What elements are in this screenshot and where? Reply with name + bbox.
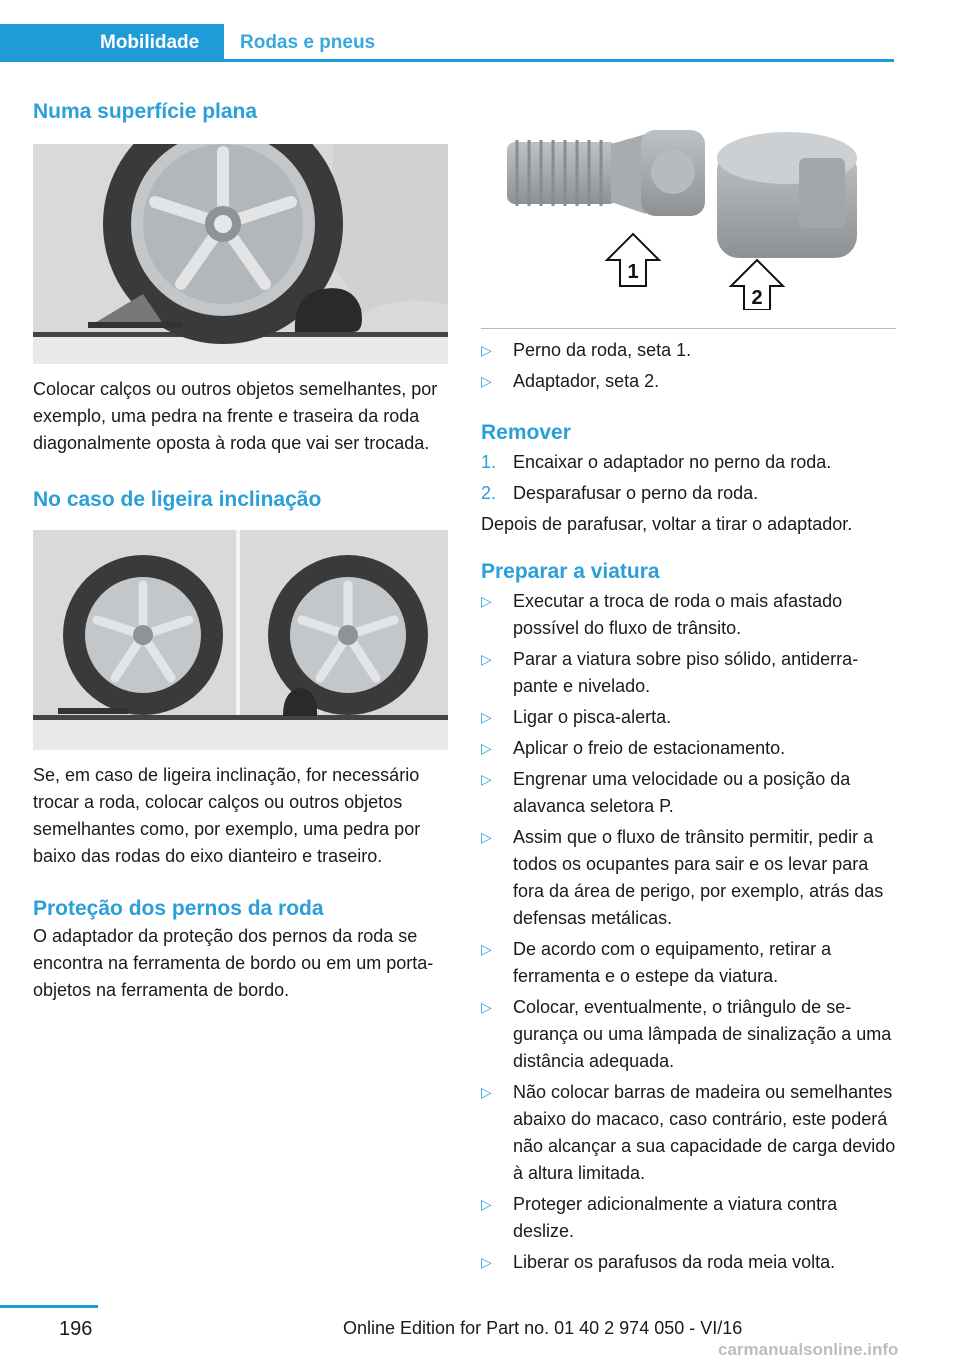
triangle-bullet-icon: ▷ [481,999,492,1015]
header-rule [224,59,894,62]
arrow-label-2: 2 [751,287,763,309]
list-item: ▷ Ligar o pisca-alerta. [481,704,896,731]
triangle-bullet-icon: ▷ [481,342,492,358]
footer-rule [0,1305,98,1308]
arrow-label-1: 1 [627,261,639,283]
figure-bolt-adapter [481,128,896,310]
remove-steps [481,449,896,507]
list-item: ▷ De acordo com o equipamento, retirar a ferramenta e o estepe da viatura. [481,936,896,990]
wheel-flat-illustration [33,144,448,364]
list-item: ▷ Assim que o fluxo de trânsito permitir, pedir a todos os ocupantes para sair e os levar para fora da área de perigo, por exemplo, atrás das defensas metálicas. [481,824,896,932]
page-number: 196 [59,1318,93,1340]
list-item: ▷ Colocar, eventualmente, o triângulo de segurança ou uma lâmpada de sinalização a uma distância adequada. [481,994,896,1075]
text-flat-surface: Colocar calços ou outros objetos semelhantes, por exemplo, uma pedra na frente e traseira da roda diagonalmente oposta à roda que vai ser trocada. [33,379,438,453]
list-item: ▷ Aplicar o freio de estacionamento. [481,735,896,762]
list-item: ▷ Executar a troca de roda o mais afastado possível do fluxo de trânsito. [481,588,896,642]
list-item: ▷ Não colocar barras de madeira ou semelhantes abaixo do macaco, caso contrário, este poderá não alcançar a sua capacidade de carga devido à altura limitada. [481,1079,896,1187]
triangle-bullet-icon: ▷ [481,1196,492,1212]
triangle-bullet-icon: ▷ [481,740,492,756]
triangle-bullet-icon: ▷ [481,1084,492,1100]
bolt-adapter-illustration [481,128,896,310]
text-lug-nut-protection: O adaptador da proteção dos pernos da roda se encontra na ferramenta de bordo ou em um porta-objetos na ferramenta de bordo. [33,926,434,1000]
triangle-bullet-icon: ▷ [481,941,492,957]
triangle-bullet-icon: ▷ [481,771,492,787]
heading-prepare-vehicle: Preparar a viatura [481,560,660,583]
text-after-tightening: Depois de parafusar, voltar a tirar o adaptador. [481,514,853,534]
header-tabs [0,24,894,62]
list-item: 2. Desparafusar o perno da roda. [481,483,759,503]
list-item: ▷ Engrenar uma velocidade ou a posição da alavanca seletora P. [481,766,896,820]
tab-mobilidade[interactable]: Mobilidade [0,24,224,62]
triangle-bullet-icon: ▷ [481,373,492,389]
triangle-bullet-icon: ▷ [481,1254,492,1270]
list-item: 1. Encaixar o adaptador no perno da roda. [481,452,832,472]
edition-text: Online Edition for Part no. 01 40 2 974 050 - VI/16 [343,1318,743,1338]
triangle-bullet-icon: ▷ [481,651,492,667]
right-column [481,128,896,1280]
heading-lug-nut-protection: Proteção dos pernos da roda [33,897,324,920]
prepare-list [481,588,896,1276]
heading-slight-incline: No caso de ligeira inclinação [33,488,322,511]
triangle-bullet-icon: ▷ [481,709,492,725]
heading-remove: Remover [481,421,571,444]
left-column [33,98,448,1004]
triangle-bullet-icon: ▷ [481,593,492,609]
watermark: carmanualsonline.info [718,1340,899,1359]
list-item: ▷ Liberar os parafusos da roda meia volta. [481,1249,896,1276]
wheel-incline-illustration [33,530,448,750]
list-item: ▷ Parar a viatura sobre piso sólido, antiderrapante e nivelado. [481,646,896,700]
list-item: ▷ Perno da roda, seta 1. [481,337,896,364]
list-item: ▷ Adaptador, seta 2. [481,368,896,395]
list-item: ▷ Proteger adicionalmente a viatura contra deslize. [481,1191,896,1245]
figure-wheel-flat [33,144,448,364]
triangle-bullet-icon: ▷ [481,829,492,845]
parts-list [481,337,896,395]
figure-wheel-incline [33,530,448,750]
tab-rodas-e-pneus[interactable]: Rodas e pneus [240,32,376,53]
heading-flat-surface: Numa superfície plana [33,100,258,123]
text-slight-incline: Se, em caso de ligeira inclinação, for necessário trocar a roda, colocar calços ou outros objetos semelhantes como, por exemplo, uma pedra por baixo das rodas do eixo dianteiro e traseiro. [33,765,421,866]
figure-separator [481,328,896,329]
